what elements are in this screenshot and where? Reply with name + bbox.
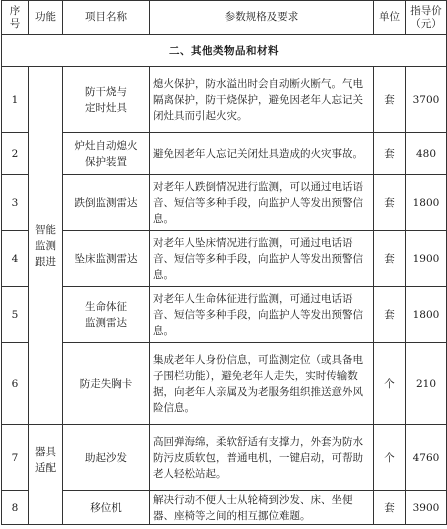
item-name: 助起沙发	[63, 425, 150, 491]
item-price: 1800	[406, 175, 447, 231]
item-price: 3700	[406, 67, 447, 133]
item-price: 210	[406, 343, 447, 425]
header-price	[406, 1, 447, 35]
table-row	[2, 67, 447, 133]
group-label: 智能 监测 跟进	[35, 223, 56, 268]
item-name: 炉灶自动熄火 保护装置	[63, 133, 150, 175]
header-item-name: 项目名称	[63, 1, 150, 35]
row-number: 8	[2, 491, 29, 525]
item-spec: 解决行动不便人士从轮椅到沙发、床、坐便器、座椅等之间的相互挪位难题。	[150, 491, 374, 525]
row-number: 6	[2, 343, 29, 425]
item-unit: 套	[374, 287, 406, 343]
table-row	[2, 133, 447, 175]
table-row	[2, 175, 447, 231]
table-row	[2, 287, 447, 343]
row-number: 2	[2, 133, 29, 175]
header-price-line2: （元）	[410, 17, 442, 30]
item-price: 480	[406, 133, 447, 175]
header-row	[2, 1, 447, 35]
table-row	[2, 343, 447, 425]
group-assist	[29, 425, 63, 525]
item-spec: 集成老年人身份信息，可监测定位（或具备电子围栏功能），避免老年人走失，实时传输数据，向老年人亲属及为老服务组织推送意外风险信息。	[150, 343, 374, 425]
group-label: 器具 适配	[35, 445, 56, 474]
item-name: 防干烧与 定时灶具	[63, 67, 150, 133]
price-table	[1, 0, 447, 525]
header-price-line1: 指导价	[410, 4, 442, 17]
section-title: 二、其他类物品和材料	[2, 35, 447, 67]
table-row	[2, 231, 447, 287]
item-unit: 套	[374, 67, 406, 133]
item-unit: 套	[374, 133, 406, 175]
item-price: 1800	[406, 287, 447, 343]
item-price: 1900	[406, 231, 447, 287]
item-unit: 套	[374, 491, 406, 525]
table-row	[2, 425, 447, 491]
item-spec: 对老年人跌倒情况进行监测，可以通过电话语音、短信等多种手段，向监护人等发出预警信息。	[150, 175, 374, 231]
table-row	[2, 491, 447, 525]
item-spec: 高回弹海绵，柔软舒适有支撑力，外套为防水防污皮质软包，普通电机，一键启动，可帮助老人轻松站起。	[150, 425, 374, 491]
item-price: 3900	[406, 491, 447, 525]
item-unit: 套	[374, 175, 406, 231]
row-number: 3	[2, 175, 29, 231]
header-seq: 序号	[2, 1, 29, 35]
header-spec: 参数规格及要求	[150, 1, 374, 35]
header-unit: 单位	[374, 1, 406, 35]
row-number: 4	[2, 231, 29, 287]
item-spec: 对老年人生命体征进行监测，可通过电话语音、短信等多种手段，向监护人等发出预警信息。	[150, 287, 374, 343]
item-unit: 个	[374, 425, 406, 491]
section-row	[2, 35, 447, 67]
row-number: 5	[2, 287, 29, 343]
row-number: 1	[2, 67, 29, 133]
item-spec: 避免因老年人忘记关闭灶具造成的火灾事故。	[150, 133, 374, 175]
item-spec: 熄火保护，防水溢出时会自动断火断气。气电隔离保护，防干烧保护，避免因老年人忘记关闭灶具而引起火灾。	[150, 67, 374, 133]
item-spec: 对老年人坠床情况进行监测，可通过电话语音、短信等多种手段，向监护人等发出预警信息。	[150, 231, 374, 287]
header-function: 功能	[29, 1, 63, 35]
item-name: 防走失胸卡	[63, 343, 150, 425]
item-price: 4760	[406, 425, 447, 491]
item-name: 坠床监测雷达	[63, 231, 150, 287]
item-name: 移位机	[63, 491, 150, 525]
row-number: 7	[2, 425, 29, 491]
item-name: 生命体征 监测雷达	[63, 287, 150, 343]
item-name: 跌倒监测雷达	[63, 175, 150, 231]
item-unit: 套	[374, 231, 406, 287]
item-unit: 个	[374, 343, 406, 425]
group-smart-monitor	[29, 67, 63, 425]
